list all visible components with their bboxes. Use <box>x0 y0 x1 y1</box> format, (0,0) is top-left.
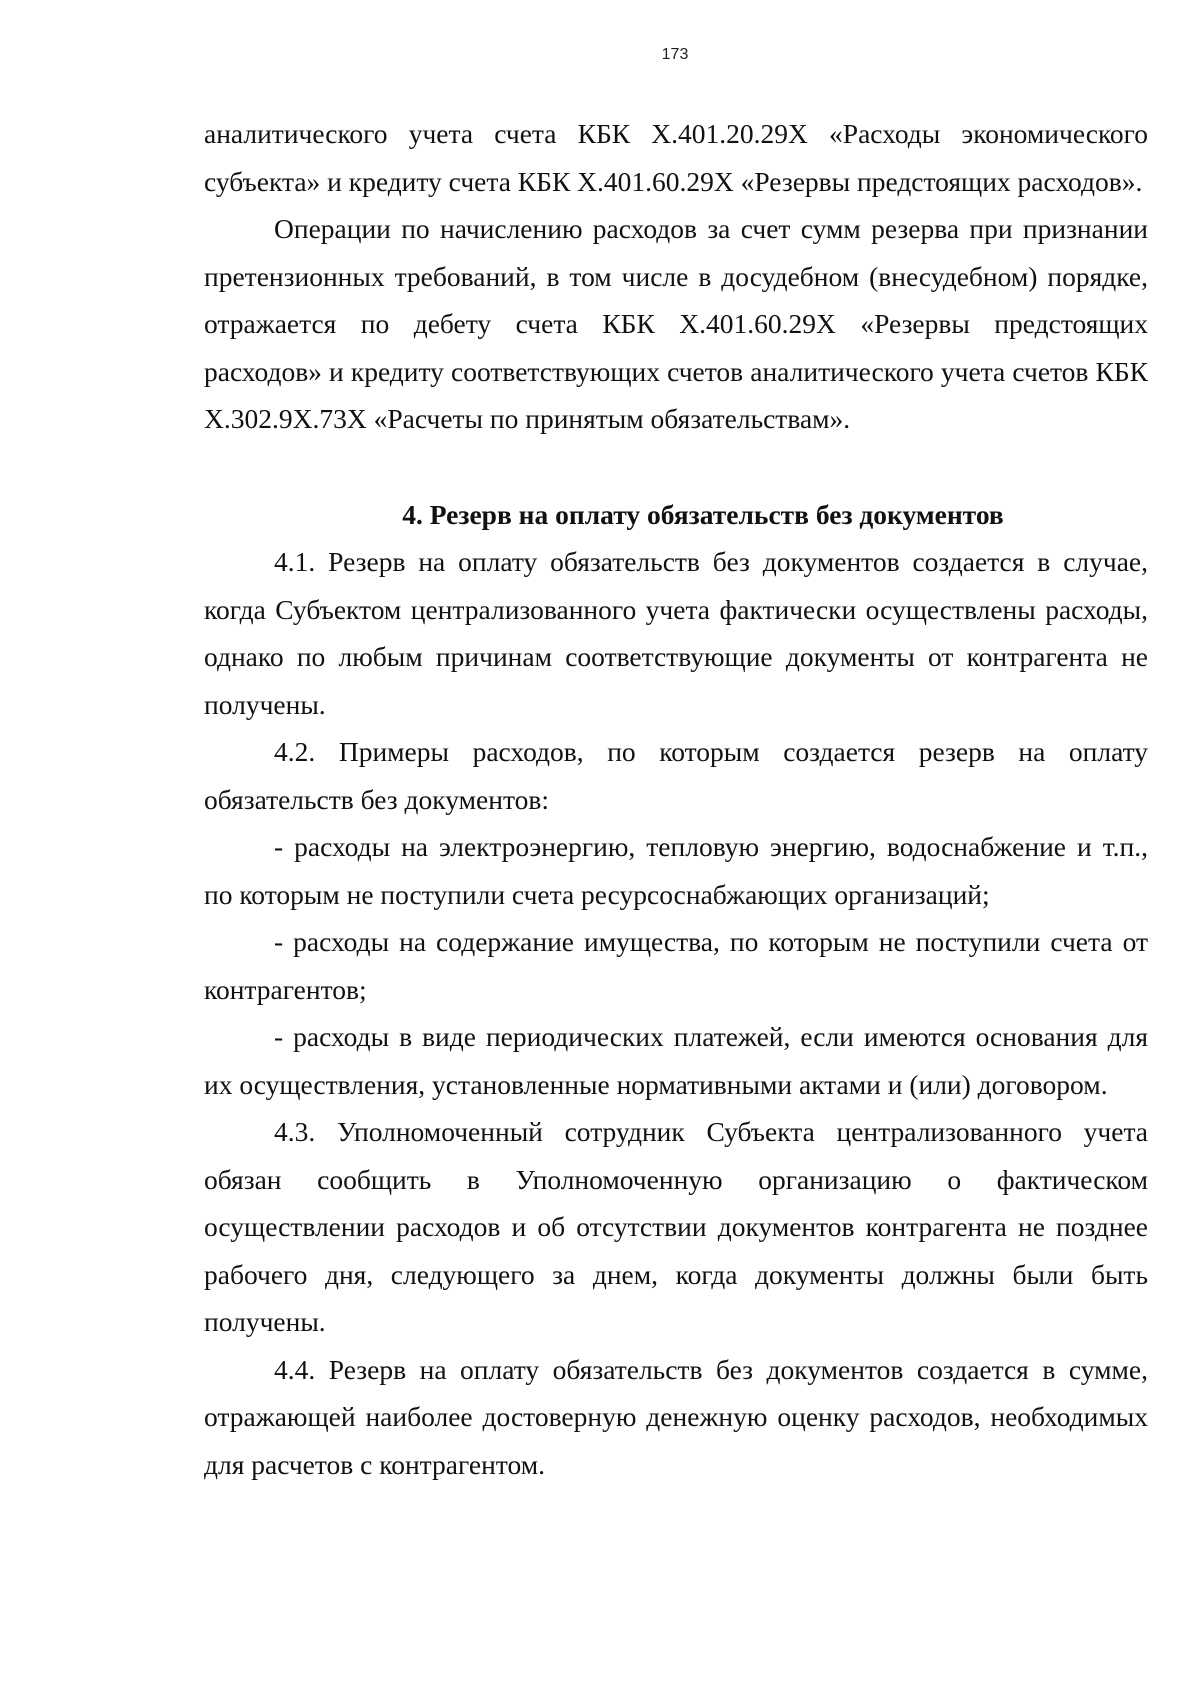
page-number: 173 <box>661 46 689 63</box>
list-item-periodic: - расходы в виде периодических платежей, если имеются основания для их осуществления, установленные нормативными актами и (или) договором. <box>204 1021 1148 1100</box>
paragraph-operations: Операции по начислению расходов за счет сумм резерва при признании претензионных требований, в том числе в досудебном (внесудебном) порядке, отражается по дебету счета КБК Х.401.60.29Х «Резервы предстоящих расходов» и кредиту соответствующих счетов аналитического учета счетов КБК Х.302.9Х.73Х «Расчеты по принятым обязательствам». <box>204 213 1148 434</box>
list-item-electricity: - расходы на электроэнергию, тепловую энергию, водоснабжение и т.п., по которым не поступили счета ресурсоснабжающих организаций; <box>204 831 1148 910</box>
paragraph-4-2: 4.2. Примеры расходов, по которым создается резерв на оплату обязательств без документов: <box>204 736 1148 815</box>
section-heading: 4. Резерв на оплату обязательств без документов <box>402 498 1004 530</box>
paragraph-4-3: 4.3. Уполномоченный сотрудник Субъекта централизованного учета обязан сообщить в Уполномоченную организацию о фактическом осуществлении расходов и об отсутствии документов контрагента не позднее рабочего дня, следующего за днем, когда документы должны были быть получены. <box>204 1116 1148 1337</box>
paragraph-continuation: аналитического учета счета КБК Х.401.20.29Х «Расходы экономического субъекта» и кредиту счета КБК Х.401.60.29Х «Резервы предстоящих расходов». <box>204 118 1148 197</box>
document-body <box>204 110 1148 1488</box>
paragraph-4-1: 4.1. Резерв на оплату обязательств без документов создается в случае, когда Субъектом централизованного учета фактически осуществлены расходы, однако по любым причинам соответствующие документы от контрагента не получены. <box>204 546 1148 720</box>
paragraph-4-4: 4.4. Резерв на оплату обязательств без документов создается в сумме, отражающей наиболее достоверную денежную оценку расходов, необходимых для расчетов с контрагентом. <box>204 1353 1148 1480</box>
list-item-property: - расходы на содержание имущества, по которым не поступили счета от контрагентов; <box>204 926 1148 1005</box>
